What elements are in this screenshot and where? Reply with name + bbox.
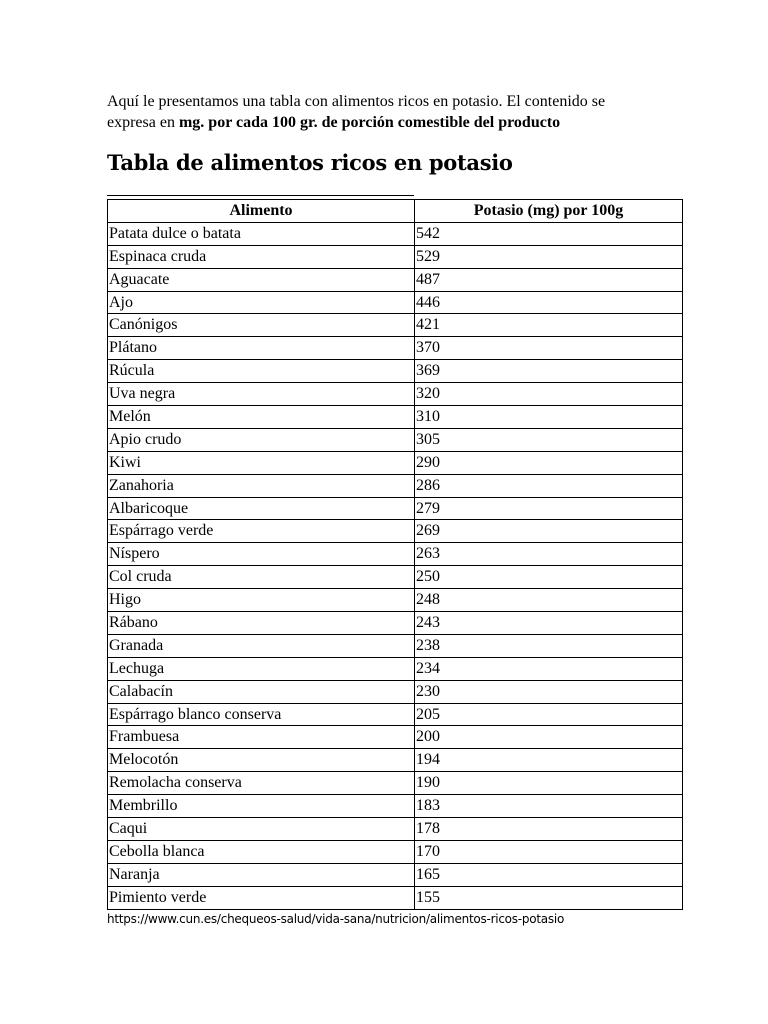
potassium-cell: 170 xyxy=(415,840,683,863)
table-row xyxy=(108,795,683,818)
food-cell: Rúcula xyxy=(108,360,415,383)
food-cell: Plátano xyxy=(108,337,415,360)
table-row xyxy=(108,451,683,474)
table-row xyxy=(108,245,683,268)
table-row xyxy=(108,634,683,657)
table-row xyxy=(108,657,683,680)
food-cell: Níspero xyxy=(108,543,415,566)
potassium-cell: 194 xyxy=(415,749,683,772)
potassium-cell: 369 xyxy=(415,360,683,383)
table-row xyxy=(108,566,683,589)
table-row xyxy=(108,428,683,451)
column-header-potassium: Potasio (mg) por 100g xyxy=(415,200,683,223)
potassium-cell: 238 xyxy=(415,634,683,657)
potassium-cell: 305 xyxy=(415,428,683,451)
potassium-cell: 155 xyxy=(415,886,683,909)
food-cell: Caqui xyxy=(108,818,415,841)
food-cell: Melocotón xyxy=(108,749,415,772)
table-row xyxy=(108,520,683,543)
food-cell: Kiwi xyxy=(108,451,415,474)
table-row xyxy=(108,497,683,520)
intro-line-2-prefix: expresa en xyxy=(107,114,179,131)
potassium-cell: 250 xyxy=(415,566,683,589)
table-body xyxy=(108,222,683,909)
food-cell: Uva negra xyxy=(108,383,415,406)
table-row xyxy=(108,314,683,337)
page-title: Tabla de alimentos ricos en potasio xyxy=(107,150,513,175)
food-cell: Zanahoria xyxy=(108,474,415,497)
food-cell: Albaricoque xyxy=(108,497,415,520)
table-row xyxy=(108,383,683,406)
potassium-cell: 200 xyxy=(415,726,683,749)
potassium-cell: 248 xyxy=(415,589,683,612)
table-row xyxy=(108,337,683,360)
food-cell: Apio crudo xyxy=(108,428,415,451)
potassium-cell: 320 xyxy=(415,383,683,406)
table-row xyxy=(108,360,683,383)
table-row xyxy=(108,749,683,772)
food-cell: Patata dulce o batata xyxy=(108,222,415,245)
food-cell: Espárrago blanco conserva xyxy=(108,703,415,726)
food-cell: Rábano xyxy=(108,612,415,635)
potassium-cell: 165 xyxy=(415,863,683,886)
potassium-table xyxy=(107,199,683,910)
table-row xyxy=(108,222,683,245)
food-cell: Remolacha conserva xyxy=(108,772,415,795)
column-header-food: Alimento xyxy=(108,200,415,223)
food-cell: Espárrago verde xyxy=(108,520,415,543)
potassium-cell: 286 xyxy=(415,474,683,497)
table-row xyxy=(108,406,683,429)
food-cell: Pimiento verde xyxy=(108,886,415,909)
food-cell: Higo xyxy=(108,589,415,612)
food-cell: Aguacate xyxy=(108,268,415,291)
table-row xyxy=(108,703,683,726)
food-cell: Melón xyxy=(108,406,415,429)
food-cell: Granada xyxy=(108,634,415,657)
intro-paragraph xyxy=(107,91,707,133)
table-row xyxy=(108,863,683,886)
table-row xyxy=(108,612,683,635)
potassium-cell: 190 xyxy=(415,772,683,795)
food-cell: Cebolla blanca xyxy=(108,840,415,863)
table-header-row xyxy=(108,200,683,223)
potassium-cell: 234 xyxy=(415,657,683,680)
food-cell: Membrillo xyxy=(108,795,415,818)
table-row xyxy=(108,268,683,291)
source-url: https://www.cun.es/chequeos-salud/vida-sana/nutricion/alimentos-ricos-potasio xyxy=(107,912,565,926)
food-cell: Calabacín xyxy=(108,680,415,703)
food-cell: Frambuesa xyxy=(108,726,415,749)
table-row xyxy=(108,886,683,909)
table-row xyxy=(108,474,683,497)
food-cell: Naranja xyxy=(108,863,415,886)
potassium-cell: 263 xyxy=(415,543,683,566)
potassium-cell: 487 xyxy=(415,268,683,291)
potassium-cell: 279 xyxy=(415,497,683,520)
potassium-cell: 446 xyxy=(415,291,683,314)
potassium-cell: 230 xyxy=(415,680,683,703)
food-cell: Col cruda xyxy=(108,566,415,589)
potassium-cell: 178 xyxy=(415,818,683,841)
potassium-cell: 183 xyxy=(415,795,683,818)
potassium-cell: 290 xyxy=(415,451,683,474)
intro-line-2-bold: mg. por cada 100 gr. de porción comestible del producto xyxy=(178,114,561,131)
food-cell: Espinaca cruda xyxy=(108,245,415,268)
potassium-cell: 205 xyxy=(415,703,683,726)
potassium-cell: 310 xyxy=(415,406,683,429)
table-row xyxy=(108,772,683,795)
table-row xyxy=(108,543,683,566)
potassium-cell: 243 xyxy=(415,612,683,635)
table-row xyxy=(108,726,683,749)
table-top-rule xyxy=(107,195,414,196)
potassium-cell: 370 xyxy=(415,337,683,360)
table-row xyxy=(108,291,683,314)
food-cell: Canónigos xyxy=(108,314,415,337)
table-row xyxy=(108,680,683,703)
table-row xyxy=(108,818,683,841)
food-cell: Ajo xyxy=(108,291,415,314)
intro-line-1: Aquí le presentamos una tabla con alimentos ricos en potasio. El contenido se xyxy=(107,93,606,110)
potassium-cell: 421 xyxy=(415,314,683,337)
potassium-cell: 542 xyxy=(415,222,683,245)
food-cell: Lechuga xyxy=(108,657,415,680)
potassium-cell: 529 xyxy=(415,245,683,268)
table-row xyxy=(108,589,683,612)
potassium-cell: 269 xyxy=(415,520,683,543)
table-row xyxy=(108,840,683,863)
